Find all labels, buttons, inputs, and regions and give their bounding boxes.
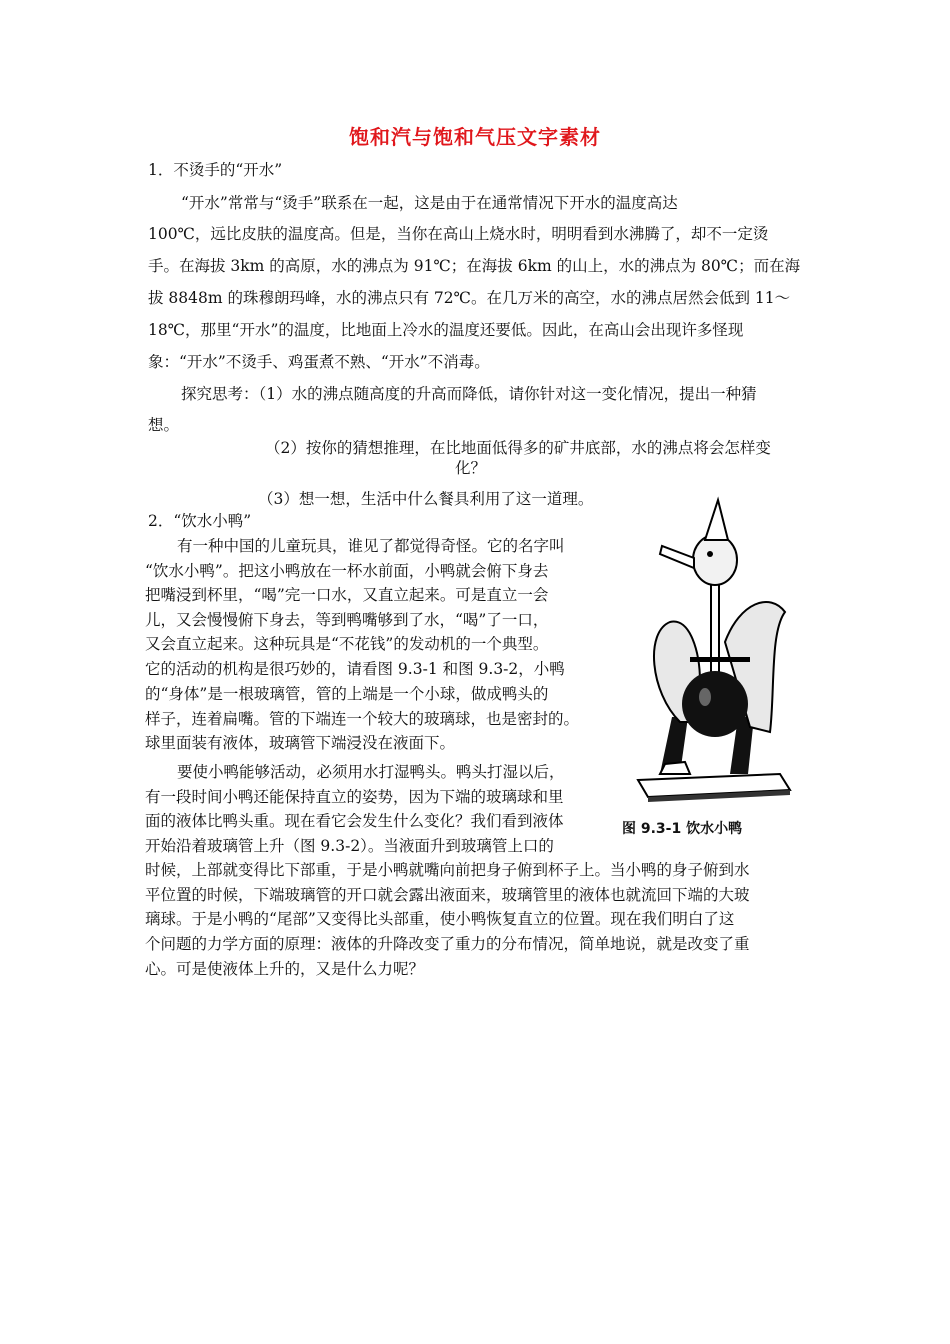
section1-heading: 1．不烫手的“开水” [148, 161, 283, 179]
paragraph-line: 拔 8848m 的珠穆朗玛峰，水的沸点只有 72℃。在几万米的高空，水的沸点居然会低到 11～ [148, 289, 791, 307]
paragraph-line: 平位置的时候，下端玻璃管的开口就会露出液面来，玻璃管里的液体也就流回下端的大玻 [145, 886, 750, 904]
paragraph-line: “开水”常常与“烫手”联系在一起，这是由于在通常情况下开水的温度高达 [181, 194, 678, 212]
section2-heading: 2．“饮水小鸭” [148, 512, 252, 530]
paragraph-line: 样子，连着扁嘴。管的下端连一个较大的玻璃球，也是密封的。 [145, 710, 580, 728]
paragraph-line: 有一种中国的儿童玩具，谁见了都觉得奇怪。它的名字叫 [177, 537, 565, 555]
think-question-2-cont: 化？ [455, 459, 487, 477]
drinking-bird-figure [630, 492, 810, 807]
paragraph-line: 要使小鸭能够活动，必须用水打湿鸭头。鸭头打湿以后， [177, 763, 565, 781]
paragraph-line: 100℃，远比皮肤的温度高。但是，当你在高山上烧水时，明明看到水沸腾了，却不一定烫 [148, 225, 769, 243]
think-question-3: （3）想一想，生活中什么餐具利用了这一道理。 [258, 490, 594, 508]
paragraph-line: 开始沿着玻璃管上升（图 9.3-2）。当液面升到玻璃管上口的 [145, 837, 554, 855]
paragraph-line: 象：“开水”不烫手、鸡蛋煮不熟、“开水”不消毒。 [148, 353, 490, 371]
figure-caption: 图 9.3-1 饮水小鸭 [622, 821, 743, 837]
think-question-1: 探究思考：（1）水的沸点随高度的升高而降低，请你针对这一变化情况，提出一种猜 [181, 385, 757, 403]
paragraph-line: 手。在海拔 3km 的高原，水的沸点为 91℃；在海拔 6km 的山上，水的沸点为 80℃；而在海 [148, 257, 801, 275]
paragraph-line: 时候，上部就变得比下部重，于是小鸭就嘴向前把身子俯到杯子上。当小鸭的身子俯到水 [145, 861, 750, 879]
paragraph-line: 面的液体比鸭头重。现在看它会发生什么变化？我们看到液体 [145, 812, 564, 830]
drinking-bird-illustration [630, 492, 810, 807]
paragraph-line: 的“身体”是一根玻璃管，管的上端是一个小球，做成鸭头的 [145, 685, 549, 703]
paragraph-line: 它的活动的机构是很巧妙的，请看图 9.3-1 和图 9.3-2，小鸭 [145, 660, 565, 678]
think-question-2: （2）按你的猜想推理，在比地面低得多的矿井底部，水的沸点将会怎样变 [265, 439, 771, 457]
think-question-1-cont: 想。 [148, 416, 180, 434]
paragraph-line: 把嘴浸到杯里，“喝”完一口水，又直立起来。可是直立一会 [145, 586, 549, 604]
paragraph-line: 璃球。于是小鸭的“尾部”又变得比头部重，使小鸭恢复直立的位置。现在我们明白了这 [145, 910, 735, 928]
paragraph-line: 个问题的力学方面的原理：液体的升降改变了重力的分布情况，简单地说，就是改变了重 [145, 935, 750, 953]
paragraph-line: 有一段时间小鸭还能保持直立的姿势，因为下端的玻璃球和里 [145, 788, 564, 806]
page-title: 饱和汽与饱和气压文字素材 [349, 125, 601, 149]
paragraph-line: 儿，又会慢慢俯下身去，等到鸭嘴够到了水，“喝”了一口， [145, 611, 549, 629]
paragraph-line: 又会直立起来。这种玩具是“不花钱”的发动机的一个典型。 [145, 635, 549, 653]
paragraph-line: “饮水小鸭”。把这小鸭放在一杯水前面，小鸭就会俯下身去 [145, 562, 549, 580]
paragraph-line: 心。可是使液体上升的，又是什么力呢？ [145, 960, 425, 978]
paragraph-line: 球里面装有液体，玻璃管下端浸没在液面下。 [145, 734, 456, 752]
paragraph-line: 18℃，那里“开水”的温度，比地面上冷水的温度还要低。因此，在高山会出现许多怪现 [148, 321, 744, 339]
